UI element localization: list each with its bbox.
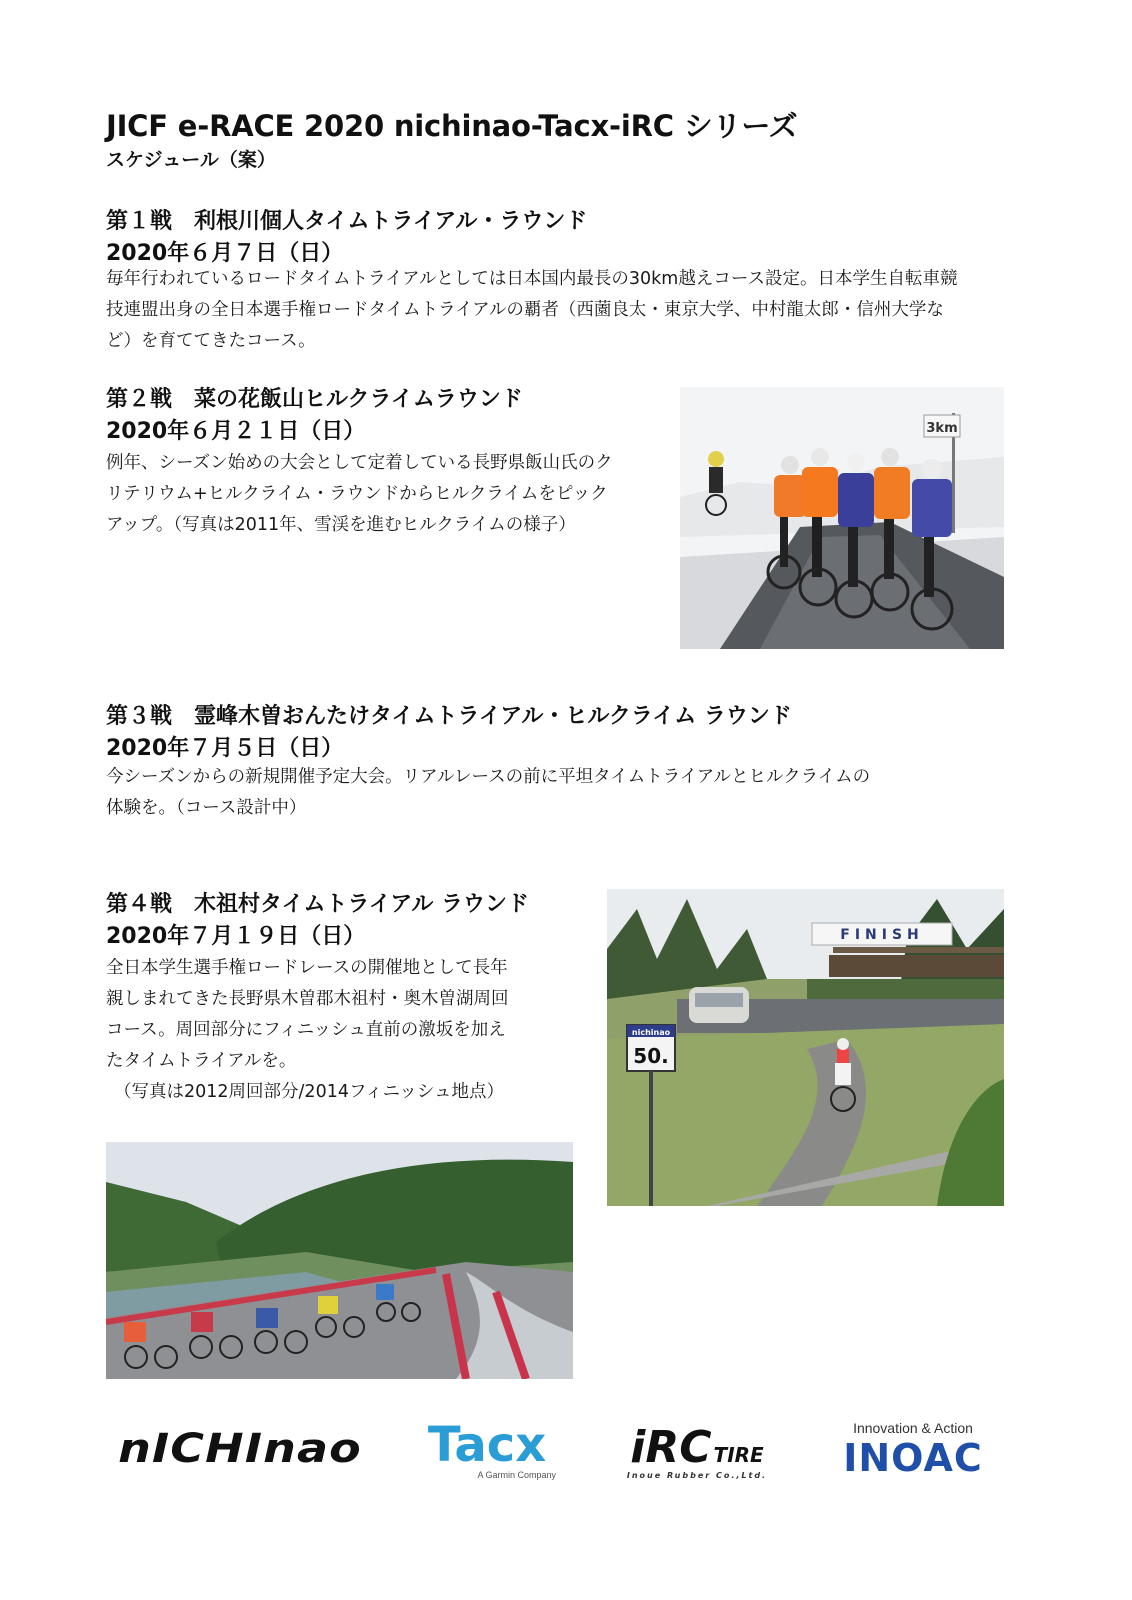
round-2-line: リテリウム+ヒルクライム・ラウンドからヒルクライムをピック [106,484,608,504]
round-4-title: 第４戦 木祖村タイムトライアル ラウンド [106,892,530,917]
inoac-logo [828,1414,998,1484]
inoac-tagline: Innovation & Action [853,1420,973,1436]
nichinao-logo [116,1420,364,1478]
finish-banner-text: FINISH [840,927,924,943]
irc-logo-text: iRC [630,1421,712,1473]
round-1-title: 第１戦 利根川個人タイムトライアル・ラウンド [106,209,588,234]
round-3-line: 今シーズンからの新規開催予定大会。リアルレースの前に平坦タイムトライアルとヒルクライムの [106,767,871,787]
km-sign-text: 3km [926,421,958,436]
round-1-date: 2020年６月７日（日） [106,241,344,266]
round-1-line: ど）を育ててきたコース。 [106,331,316,351]
round-4-line: 親しまれてきた長野県木曽郡木祖村・奥木曽湖周回 [106,989,509,1009]
round-2-title: 第２戦 菜の花飯山ヒルクライムラウンド [106,387,523,412]
round-3-title: 第３戦 霊峰木曽おんたけタイムトライアル・ヒルクライム ラウンド [106,704,792,729]
inoac-logo-text: INOAC [843,1436,983,1480]
distance-sign-brand: nichinao [631,1028,671,1037]
round-2-line: 例年、シーズン始めの大会として定着している長野県飯山氏のク [106,453,613,473]
snow-hillclimb-photo [680,387,1004,649]
finish-area-photo [607,889,1004,1206]
tacx-tagline: A Garmin Company [477,1470,556,1480]
tacx-logo [412,1416,562,1484]
round-4-line: たタイムトライアルを。 [106,1051,297,1071]
round-1-line: 毎年行われているロードタイムトライアルとしては日本国内最長の30km越えコース設定。日本学生自転車競 [106,269,958,289]
round-2-line: アップ。（写真は2011年、雪渓を進むヒルクライムの様子） [106,515,576,535]
round-4-date: 2020年７月１９日（日） [106,924,366,949]
irc-tire-logo [612,1420,782,1484]
distance-sign-number: 50. [633,1044,669,1068]
round-2-date: 2020年６月２１日（日） [106,419,366,444]
round-4-photo-caption: （写真は2012周回部分/2014フィニッシュ地点） [114,1082,505,1102]
tacx-logo-text: Tacx [427,1417,547,1473]
round-3-description [106,762,1016,824]
irc-tire-text: TIRE [713,1442,764,1467]
round-4-description [106,953,596,1108]
irc-tagline: Inoue Rubber Co.,Ltd. [626,1470,768,1480]
page-title: JICF e-RACE 2020 nichinao-Tacx-iRC シリーズ [106,109,798,143]
nichinao-logo-text: nICHInao [118,1426,362,1472]
round-4-line: コース。周回部分にフィニッシュ直前の激坂を加え [106,1020,506,1040]
lake-bridge-photo [106,1142,573,1379]
round-3-date: 2020年７月５日（日） [106,736,344,761]
round-3-line: 体験を。（コース設計中） [106,798,307,818]
page-subtitle: スケジュール（案） [106,149,276,171]
round-4-line: 全日本学生選手権ロードレースの開催地として長年 [106,958,508,978]
round-2-description [106,448,666,541]
round-1-description [106,264,1016,357]
round-1-line: 技連盟出身の全日本選手権ロードタイムトライアルの覇者（西薗良太・東京大学、中村龍太郎・信州大学な [106,300,944,320]
